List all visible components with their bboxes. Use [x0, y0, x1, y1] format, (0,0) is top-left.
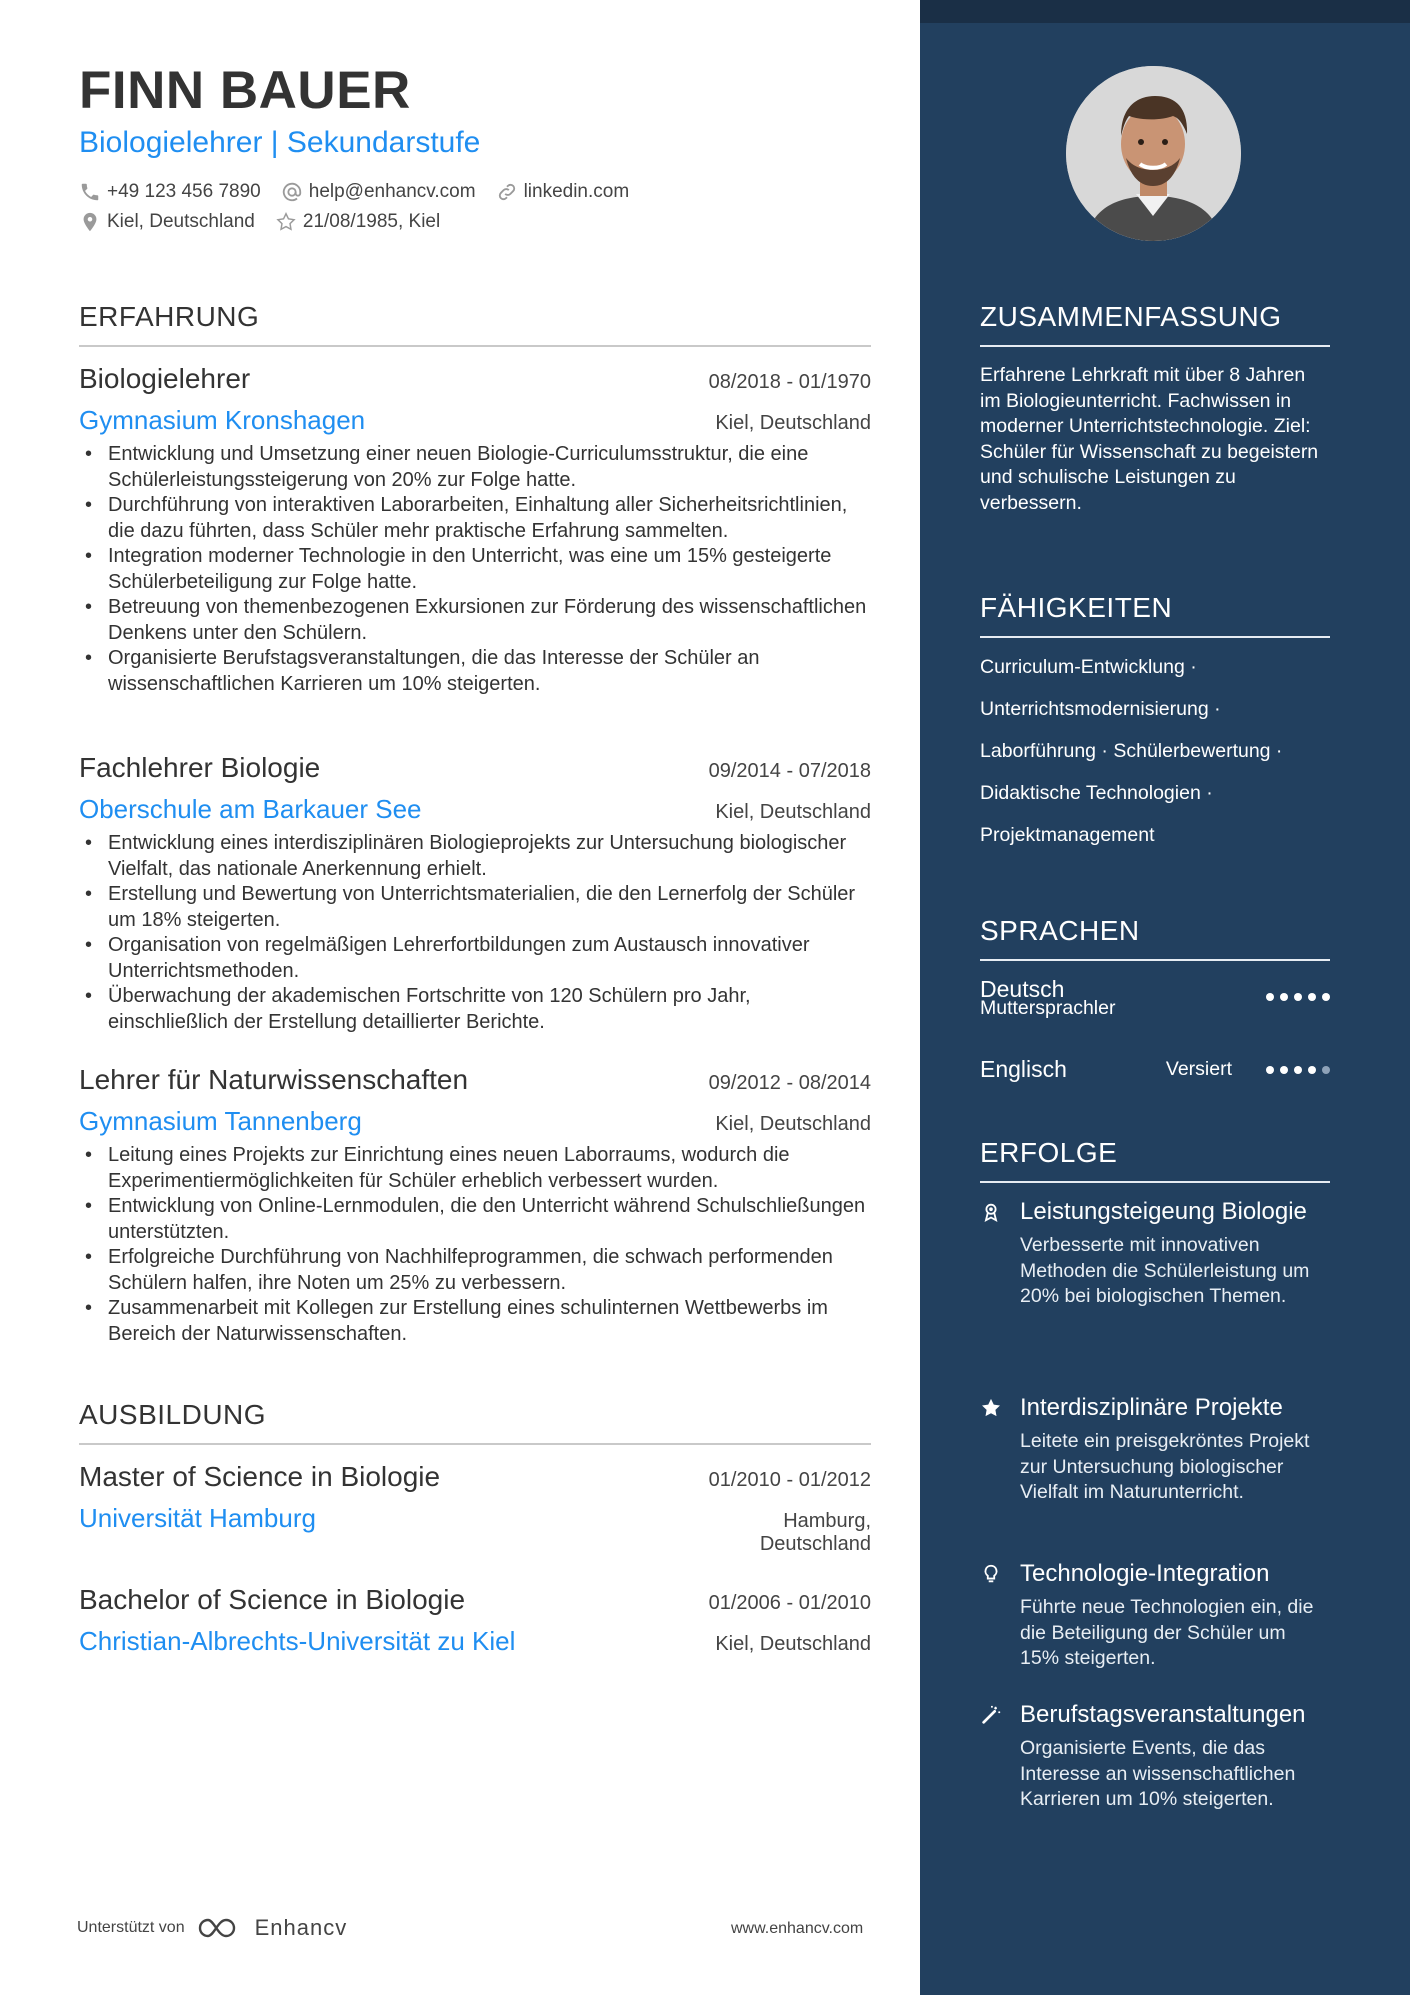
- job-title: Biologielehrer: [79, 363, 251, 394]
- skills-list: [980, 652, 1350, 862]
- job-date: 09/2012 - 08/2014: [708, 1072, 871, 1094]
- achievement-desc: Verbesserte mit innovativen Methoden die Schülerleistung um 20% bei biologischen Themen.: [1020, 1234, 1310, 1307]
- language-rating: [1266, 993, 1330, 1001]
- job-bullet: • Entwicklung von Online-Lernmodulen, die den Unterricht während Schulschließungen unterstützten.: [108, 1194, 871, 1245]
- language-level: Versiert: [1165, 1058, 1232, 1080]
- achievements-section-title: ERFOLGE: [980, 1137, 1118, 1168]
- job-location: Kiel, Deutschland: [715, 1113, 871, 1135]
- job-bullet: • Betreuung von themenbezogenen Exkursionen zur Förderung des wissenschaftlichen Denkens unter den Schülern.: [108, 595, 871, 646]
- achievement-desc: Organisierte Events, die das Interesse an wissenschaftlichen Karrieren um 10% steigerten.: [1020, 1737, 1296, 1810]
- skill-item: Curriculum-Entwicklung ·: [980, 656, 1197, 678]
- job-entry-3: [79, 1064, 871, 1347]
- lightbulb-icon: [980, 1563, 1002, 1585]
- star-icon: [980, 1397, 1002, 1419]
- summary-divider: [980, 345, 1330, 347]
- experience-section-title: ERFAHRUNG: [79, 301, 260, 332]
- job-date: 09/2014 - 07/2018: [708, 760, 871, 782]
- education-date: 01/2006 - 01/2010: [708, 1592, 871, 1614]
- award-icon: [980, 1201, 1002, 1223]
- achievement-desc: Führte neue Technologien ein, die die Beteiligung der Schüler um 15% steigerten.: [1020, 1596, 1314, 1669]
- contact-phone: [79, 181, 261, 203]
- job-title: Lehrer für Naturwissenschaften: [79, 1064, 469, 1095]
- contact-location: [79, 211, 255, 233]
- rating-dot-filled: [1266, 993, 1274, 1001]
- languages-section-title: SPRACHEN: [980, 915, 1140, 946]
- rating-dot-filled: [1322, 993, 1330, 1001]
- languages-divider: [980, 959, 1330, 961]
- education-date: 01/2010 - 01/2012: [708, 1469, 871, 1491]
- achievement-title: Technologie-Integration: [1020, 1560, 1270, 1587]
- achievement-title: Interdisziplinäre Projekte: [1020, 1394, 1283, 1421]
- rating-dot-filled: [1308, 993, 1316, 1001]
- job-bullet: • Erstellung und Bewertung von Unterrichtsmaterialien, die den Lernerfolg der Schüler um 18% steigerten.: [108, 882, 871, 933]
- education-divider: [79, 1443, 871, 1445]
- job-bullets: [79, 442, 871, 697]
- job-date: 08/2018 - 01/1970: [708, 371, 871, 393]
- achievement-title: Leistungsteigeung Biologie: [1020, 1198, 1307, 1225]
- language-entry-1: [980, 976, 1330, 1020]
- phone-text: +49 123 456 7890: [107, 181, 261, 202]
- job-bullet: • Organisierte Berufstagsveranstaltungen, die das Interesse der Schüler an wissenschaftlichen Karrieren um 10% steigerten.: [108, 646, 871, 697]
- education-entry-2: [79, 1584, 871, 1657]
- contact-email[interactable]: [281, 181, 476, 203]
- link-icon: [496, 181, 518, 203]
- job-bullet: • Organisation von regelmäßigen Lehrerfortbildungen zum Austausch innovativer Unterrichtsmethoden.: [108, 933, 871, 984]
- language-name: Deutsch: [980, 976, 1065, 1002]
- achievement-item-2: [980, 1393, 1350, 1506]
- at-icon: [281, 181, 303, 203]
- enhancv-logo-icon: [197, 1915, 243, 1941]
- education-location: [760, 1510, 871, 1556]
- skills-divider: [980, 636, 1330, 638]
- rating-dot-filled: [1294, 993, 1302, 1001]
- job-bullet: • Erfolgreiche Durchführung von Nachhilfeprogrammen, die schwach performenden Schülern halfen, ihre Noten um 25% zu verbessern.: [108, 1245, 871, 1296]
- job-bullet: • Leitung eines Projekts zur Einrichtung eines neuen Laborraums, wodurch die Experimentiermöglichkeiten für Schüler erheblich verbessert wurden.: [108, 1143, 871, 1194]
- contact-birth: [275, 211, 440, 233]
- summary-section-title: ZUSAMMENFASSUNG: [980, 301, 1282, 332]
- linkedin-text: linkedin.com: [523, 181, 630, 202]
- location-pin-icon: [79, 211, 101, 233]
- skills-section-title: FÄHIGKEITEN: [980, 592, 1173, 623]
- education-degree: Bachelor of Science in Biologie: [79, 1584, 466, 1615]
- powered-by-text: Unterstützt von: [77, 1919, 185, 1936]
- footer-url[interactable]: www.enhancv.com: [731, 1920, 864, 1937]
- skill-item: Laborführung · Schülerbewertung ·: [980, 740, 1283, 762]
- job-entry-2: [79, 752, 871, 1035]
- email-text: help@enhancv.com: [308, 181, 476, 202]
- achievement-item-3: [980, 1559, 1350, 1672]
- contact-row-1: [79, 181, 649, 203]
- contact-row-2: [79, 211, 460, 233]
- rating-dot-filled: [1280, 993, 1288, 1001]
- job-bullet: • Entwicklung eines interdisziplinären Biologieprojekts zur Untersuchung biologischer Vielfalt, das nationale Anerkennung erhielt.: [108, 831, 871, 882]
- job-location: Kiel, Deutschland: [715, 801, 871, 823]
- footer-powered-by: [77, 1915, 347, 1941]
- contact-linkedin[interactable]: [496, 181, 630, 203]
- job-company: Oberschule am Barkauer See: [79, 794, 422, 824]
- job-bullet: • Zusammenarbeit mit Kollegen zur Erstellung eines schulinternen Wettbewerbs im Bereich der Naturwissenschaften.: [108, 1296, 871, 1347]
- job-location: Kiel, Deutschland: [715, 412, 871, 434]
- summary-text: Erfahrene Lehrkraft mit über 8 Jahren im Biologieunterricht. Fachwissen in moderner Unterrichtstechnologie. Ziel: Schüler für Wissenschaft zu begeistern und schulische Leistungen zu verbessern.: [980, 364, 1319, 514]
- achievement-item-1: [980, 1197, 1350, 1310]
- achievement-desc: Leitete ein preisgekröntes Projekt zur Untersuchung biologischer Vielfalt im Naturunterricht.: [1020, 1430, 1310, 1503]
- language-level: Muttersprachler: [980, 997, 1116, 1019]
- candidate-role: Biologielehrer | Sekundarstufe: [79, 126, 481, 159]
- magic-wand-icon: [980, 1704, 1002, 1726]
- job-entry-1: [79, 363, 871, 697]
- education-section-title: AUSBILDUNG: [79, 1399, 267, 1430]
- job-bullets: [79, 1143, 871, 1347]
- job-company: Gymnasium Tannenberg: [79, 1106, 362, 1136]
- skill-item: Didaktische Technologien ·: [980, 782, 1213, 804]
- education-school: Christian-Albrechts-Universität zu Kiel: [79, 1626, 516, 1656]
- job-company: Gymnasium Kronshagen: [79, 405, 366, 435]
- language-rating: [1266, 1066, 1330, 1074]
- candidate-name: FINN BAUER: [79, 61, 411, 120]
- education-location-line1: Hamburg,: [783, 1510, 871, 1532]
- profile-photo: [1066, 66, 1241, 241]
- achievement-title: Berufstagsveranstaltungen: [1020, 1701, 1306, 1728]
- skill-item: Projektmanagement: [980, 824, 1155, 846]
- birth-text: 21/08/1985, Kiel: [302, 211, 441, 232]
- enhancv-brand: Enhancv: [254, 1915, 348, 1940]
- job-bullets: [79, 831, 871, 1035]
- experience-divider: [79, 345, 871, 347]
- location-text: Kiel, Deutschland: [107, 211, 255, 232]
- job-bullet: • Integration moderner Technologie in den Unterricht, was eine um 15% gesteigerte Schülerbeteiligung zur Folge hatte.: [108, 544, 871, 595]
- star-outline-icon: [275, 211, 297, 233]
- phone-icon: [79, 181, 101, 203]
- rating-dot-filled: [1308, 1066, 1316, 1074]
- rating-dot-filled: [1280, 1066, 1288, 1074]
- job-bullet: • Entwicklung und Umsetzung einer neuen Biologie-Curriculumsstruktur, die eine Schülerleistungssteigerung von 20% zur Folge hatte.: [108, 442, 871, 493]
- education-location: Kiel, Deutschland: [715, 1633, 871, 1655]
- language-name: Englisch: [980, 1056, 1067, 1082]
- job-bullet: • Durchführung von interaktiven Laborarbeiten, Einhaltung aller Sicherheitsrichtlinien, die dazu führten, dass Schüler mehr praktische Erfahrung sammelten.: [108, 493, 871, 544]
- job-bullet: • Überwachung der akademischen Fortschritte von 120 Schülern pro Jahr, einschließlich der Erstellung detaillierter Berichte.: [108, 984, 871, 1035]
- education-entry-1: [79, 1461, 871, 1556]
- achievements-divider: [980, 1181, 1330, 1183]
- education-school: Universität Hamburg: [79, 1503, 316, 1533]
- sidebar-top-bar: [920, 0, 1410, 23]
- education-degree: Master of Science in Biologie: [79, 1461, 441, 1492]
- achievement-item-4: [980, 1700, 1350, 1813]
- language-entry-2: [980, 1056, 1330, 1083]
- job-title: Fachlehrer Biologie: [79, 752, 321, 783]
- rating-dot-empty: [1322, 1066, 1330, 1074]
- rating-dot-filled: [1294, 1066, 1302, 1074]
- rating-dot-filled: [1266, 1066, 1274, 1074]
- skill-item: Unterrichtsmodernisierung ·: [980, 698, 1221, 720]
- education-location-line2: Deutschland: [759, 1533, 871, 1555]
